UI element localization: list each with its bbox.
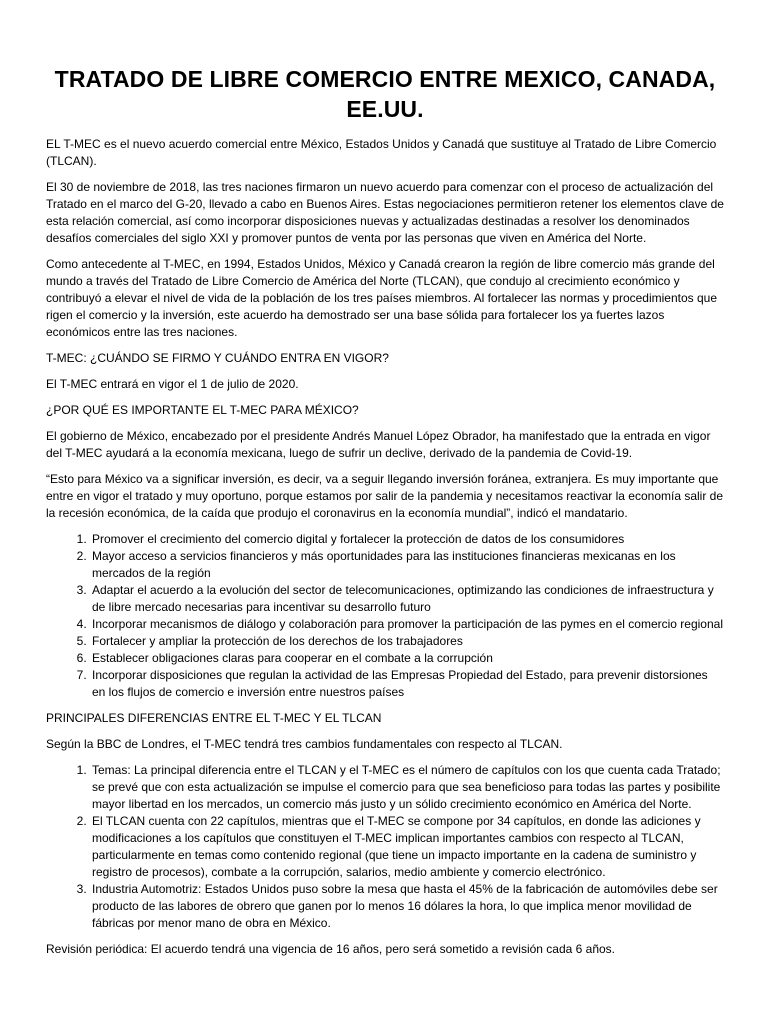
heading-diferencias: PRINCIPALES DIFERENCIAS ENTRE EL T-MEC Y EL TLCAN bbox=[46, 711, 382, 725]
paragraph-bbc: Según la BBC de Londres, el T-MEC tendrá tres cambios fundamentales con respecto al TLCAN. bbox=[46, 737, 563, 751]
paragraph-revision: Revisión periódica: El acuerdo tendrá una vigencia de 16 años, pero será sometido a revisión cada 6 años. bbox=[46, 942, 616, 956]
list-objetivos bbox=[46, 531, 724, 701]
list-item: 3. Adaptar el acuerdo a la evolución del sector de telecomunicaciones, optimizando las condiciones de infraestructura y de libre mercado necesarias para incentivar su desarrollo futuro bbox=[90, 582, 724, 616]
list-item: 2. El TLCAN cuenta con 22 capítulos, mientras que el T-MEC se compone por 34 capítulos, en donde las adiciones y modificaciones a los capítulos que constituyen el T-MEC implican importantes cambios con respecto al TLCAN, particularmente en temas como contenido regional (que tiene un impacto importante en la cadena de suministro y registro de procesos), combate a la corrupción, salarios, medio ambiente y comercio electrónico. bbox=[90, 813, 724, 881]
list-item: 5. Fortalecer y ampliar la protección de los derechos de los trabajadores bbox=[90, 633, 724, 650]
document-title: TRATADO DE LIBRE COMERCIO ENTRE MEXICO, CANADA, EE.UU. bbox=[54, 66, 716, 122]
paragraph-intro-1: EL T-MEC es el nuevo acuerdo comercial entre México, Estados Unidos y Canadá que sustituye al Tratado de Libre Comercio (TLCAN). bbox=[46, 137, 717, 168]
paragraph-gobierno: El gobierno de México, encabezado por el presidente Andrés Manuel López Obrador, ha manifestado que la entrada en vigor del T-MEC ayudará a la economía mexicana, luego de sufrir un declive, derivado de la pandemia de Covid-19. bbox=[46, 429, 711, 460]
paragraph-quote: “Esto para México va a significar inversión, es decir, va a seguir llegando inversión foránea, extranjera. Es muy importante que entre en vigor el tratado y muy oportuno, porque estamos por salir de la pandemia y necesitamos reactivar la economía salir de la recesión económica, de la caída que produjo el coronavirus en la economía mundial”, indicó el mandatario. bbox=[46, 472, 724, 520]
paragraph-vigor: El T-MEC entrará en vigor el 1 de julio de 2020. bbox=[46, 377, 299, 391]
list-cambios bbox=[46, 762, 724, 932]
heading-firma: T-MEC: ¿CUÁNDO SE FIRMO Y CUÁNDO ENTRA EN VIGOR? bbox=[46, 351, 389, 365]
paragraph-intro-2: El 30 de noviembre de 2018, las tres naciones firmaron un nuevo acuerdo para comenzar con el proceso de actualización del Tratado en el marco del G-20, llevado a cabo en Buenos Aires. Estas negociaciones permitieron retener los elementos clave de esta relación comercial, así como incorporar disposiciones nuevas y actualizadas destinadas a resolver los denominados desafíos comerciales del siglo XXI y promover puntos de venta por las personas que viven en América del Norte. bbox=[46, 180, 724, 245]
list-item: 7. Incorporar disposiciones que regulan la actividad de las Empresas Propiedad del Estado, para prevenir distorsiones en los flujos de comercio e inversión entre nuestros países bbox=[90, 667, 724, 701]
list-item: 1. Temas: La principal diferencia entre el TLCAN y el T-MEC es el número de capítulos con los que cuenta cada Tratado; se prevé que con esta actualización se impulse el comercio para que sea beneficioso para todas las partes y posibilite mayor libertad en los mercados, un comercio más justo y un sólido crecimiento económico en América del Norte. bbox=[90, 762, 724, 813]
list-item: 4. Incorporar mecanismos de diálogo y colaboración para promover la participación de las pymes en el comercio regional bbox=[90, 616, 724, 633]
paragraph-intro-3: Como antecedente al T-MEC, en 1994, Estados Unidos, México y Canadá crearon la región de libre comercio más grande del mundo a través del Tratado de Libre Comercio de América del Norte (TLCAN), que condujo al crecimiento económico y contribuyó a elevar el nivel de vida de la población de los tres países miembros. Al fortalecer las normas y procedimientos que rigen el comercio y la inversión, este acuerdo ha demostrado ser una base sólida para fortalecer los ya fuertes lazos económicos entre las tres naciones. bbox=[46, 257, 718, 339]
list-item: 1. Promover el crecimiento del comercio digital y fortalecer la protección de datos de los consumidores bbox=[90, 531, 724, 548]
list-item: 2. Mayor acceso a servicios financieros y más oportunidades para las instituciones financieras mexicanas en los mercados de la región bbox=[90, 548, 724, 582]
list-item: 6. Establecer obligaciones claras para cooperar en el combate a la corrupción bbox=[90, 650, 724, 667]
list-item: 3. Industria Automotriz: Estados Unidos puso sobre la mesa que hasta el 45% de la fabricación de automóviles debe ser producto de las labores de obrero que ganen por lo menos 16 dólares la hora, lo que implica menor movilidad de fábricas por menor mano de obra en México. bbox=[90, 881, 724, 932]
heading-importancia: ¿POR QUÉ ES IMPORTANTE EL T-MEC PARA MÉXICO? bbox=[46, 403, 359, 417]
